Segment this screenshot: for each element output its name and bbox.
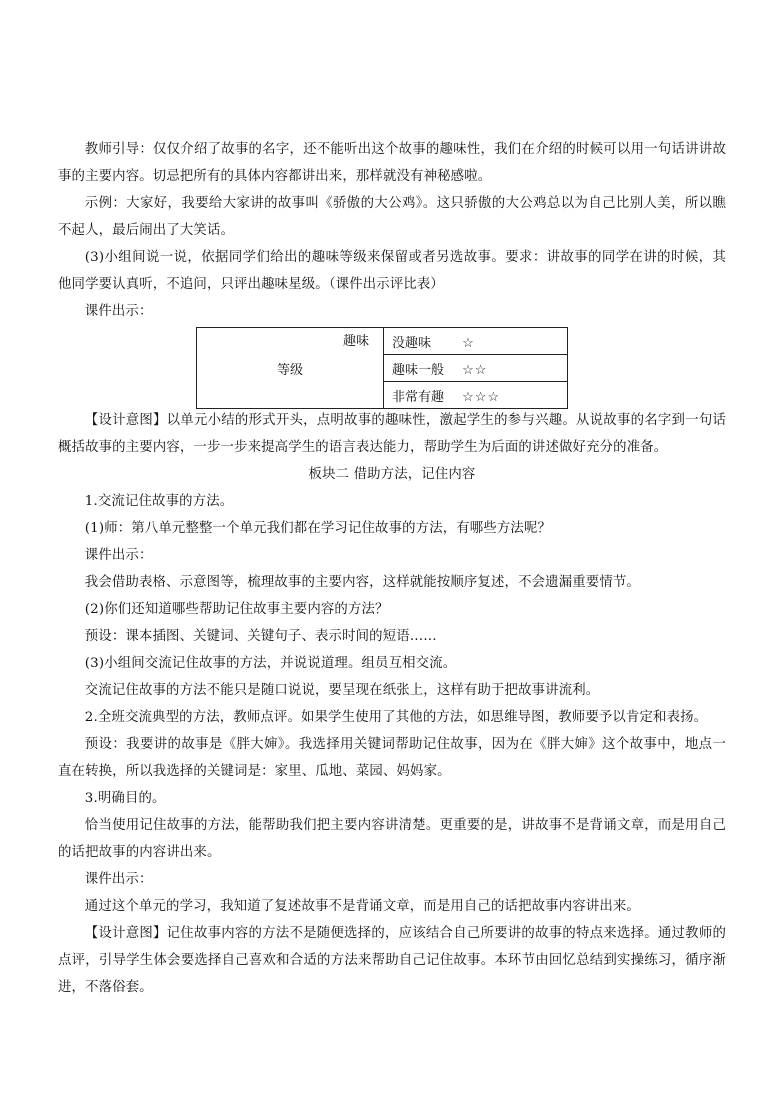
rating-label-cell bbox=[197, 328, 384, 409]
paragraph-table-method: 我会借助表格、示意图等，梳理故事的主要内容，这样就能按顺序复述，不会遗漏重要情节。 bbox=[84, 575, 640, 590]
paragraph-preset-2: 预设：我要讲的故事是《胖大婶》。我选择用关键词帮助记住故事，因为在《胖大婶》这个故事中，地点一直在转换，所以我选择的关键词是：家里、瓜地、菜园、妈妈家。 bbox=[58, 737, 726, 779]
paragraph-teacher-question: (1)师：第八单元整整一个单元我们都在学习记住故事的方法，有哪些方法呢？ bbox=[84, 521, 552, 536]
star-icon: ☆ bbox=[462, 335, 475, 351]
paragraph-design-intent-2: 【设计意图】记住故事内容的方法不是随便选择的，应该结合自己所要讲的故事的特点来选择。通过教师的点评，引导学生体会要选择自己喜欢和合适的方法来帮助自己记住故事。本环节由回忆总结到实操练习，循序渐进，不落俗套。 bbox=[58, 926, 726, 995]
paragraph-teacher-guidance: 教师引导：仅仅介绍了故事的名字，还不能听出这个故事的趣味性，我们在介绍的时候可以用一句话讲讲故事的主要内容。切忌把所有的具体内容都讲出来，那样就没有神秘感啦。 bbox=[58, 142, 726, 184]
rating-level-cell bbox=[384, 355, 568, 382]
paragraph-courseware-label-3: 课件出示： bbox=[84, 872, 153, 887]
paragraph-other-methods: (2)你们还知道哪些帮助记住故事主要内容的方法？ bbox=[84, 602, 389, 617]
section-heading: 板块二 借助方法，记住内容 bbox=[308, 467, 476, 482]
rating-table bbox=[196, 327, 568, 409]
rating-level-name: 非常有趣 bbox=[392, 389, 445, 405]
paragraph-exchange-note: 交流记住故事的方法不能只是随口说说，要呈现在纸张上，这样有助于把故事讲流利。 bbox=[84, 683, 600, 698]
paragraph-step-1: 1.交流记住故事的方法。 bbox=[84, 494, 234, 509]
rating-header-main: 等级 bbox=[276, 362, 303, 378]
paragraph-group-exchange: (3)小组间交流记住故事的方法，并说说道理。组员互相交流。 bbox=[84, 656, 457, 671]
paragraph-step-2: 2.全班交流典型的方法，教师点评。如果学生使用了其他的方法，如思维导图，教师要予以肯定和表扬。 bbox=[84, 710, 708, 725]
paragraph-unit-summary: 通过这个单元的学习，我知道了复述故事不是背诵文章，而是用自己的话把故事内容讲出来。 bbox=[84, 899, 640, 914]
rating-level-cell bbox=[384, 328, 568, 355]
rating-header-top: 趣味 bbox=[343, 334, 370, 349]
star-icon: ☆☆☆ bbox=[462, 389, 501, 405]
table-row bbox=[197, 328, 568, 355]
rating-level-name: 没趣味 bbox=[392, 335, 432, 351]
rating-level-name: 趣味一般 bbox=[392, 362, 445, 378]
rating-level-cell bbox=[384, 382, 568, 409]
paragraph-step-3: 3.明确目的。 bbox=[84, 791, 166, 806]
paragraph-group-discussion: (3)小组间说一说，依据同学们给出的趣味等级来保留或者另选故事。要求：讲故事的同学在讲的时候，其他同学要认真听，不追问，只评出趣味星级。（课件出示评比表） bbox=[58, 250, 726, 292]
paragraph-courseware-label-2: 课件出示： bbox=[84, 548, 153, 563]
paragraph-courseware-label-1: 课件出示： bbox=[84, 304, 153, 319]
paragraph-example: 示例：大家好，我要给大家讲的故事叫《骄傲的大公鸡》。这只骄傲的大公鸡总以为自己比别人美，所以瞧不起人，最后闹出了大笑话。 bbox=[58, 196, 726, 238]
paragraph-preset-1: 预设：课本插图、关键词、关键句子、表示时间的短语…… bbox=[84, 629, 437, 644]
paragraph-purpose: 恰当使用记住故事的方法，能帮助我们把主要内容讲清楚。更重要的是，讲故事不是背诵文章，而是用自己的话把故事的内容讲出来。 bbox=[58, 818, 726, 860]
paragraph-design-intent-1: 【设计意图】以单元小结的形式开头，点明故事的趣味性，激起学生的参与兴趣。从说故事的名字到一句话概括故事的主要内容，一步一步来提高学生的语言表达能力，帮助学生为后面的讲述做好充分的准备。 bbox=[58, 413, 726, 455]
star-icon: ☆☆ bbox=[462, 362, 488, 378]
